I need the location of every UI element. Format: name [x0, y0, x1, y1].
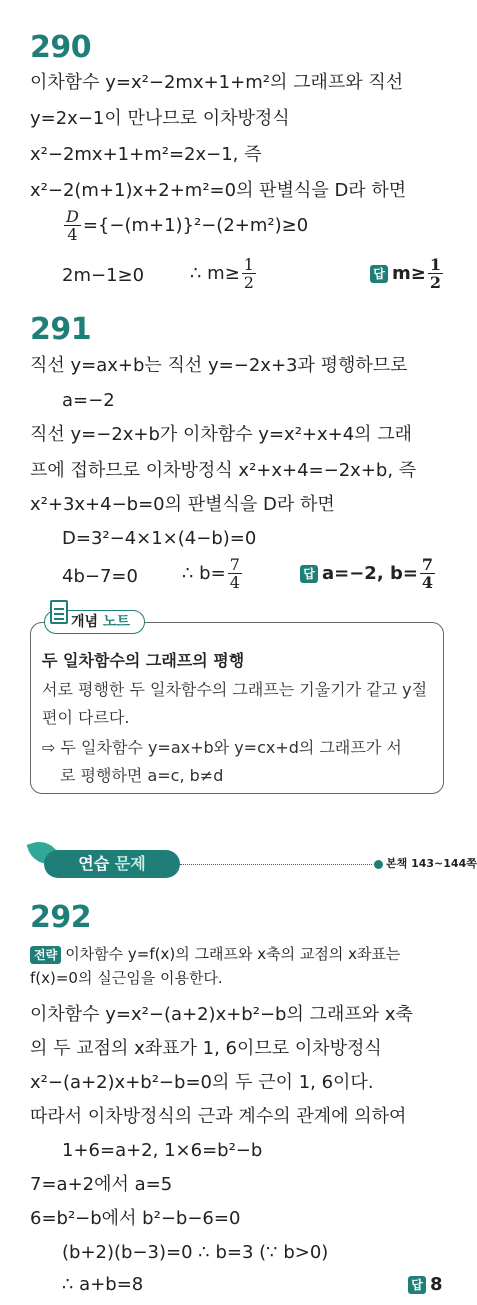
note-line-4: 로 평행하면 a=c, b≠d	[60, 766, 224, 785]
problem-number-292: 292	[30, 900, 92, 935]
strategy-badge: 전략	[30, 946, 61, 964]
p291-therefore: ∴ b= $\frac{7}{4}$	[182, 555, 240, 592]
practice-section-label: 연습 문제	[44, 850, 180, 878]
p292-line-9: ∴ a+b=8	[62, 1274, 144, 1295]
textbook-page-reference: 본책 143~144쪽	[386, 857, 477, 870]
p291-answer: 답 a=−2, b= $\frac{7}{4}$	[300, 556, 437, 591]
p290-line-4: x²−2(m+1)x+2+m²=0의 판별식을 D라 하면	[30, 180, 407, 201]
note-line-3: ⇨ 두 일차함수 y=ax+b와 y=cx+d의 그래프가 서	[42, 738, 402, 757]
p292-line-8: (b+2)(b−3)=0 ∴ b=3 (∵ b>0)	[62, 1242, 329, 1263]
concept-note-title: 두 일차함수의 그래프의 평행	[42, 651, 245, 670]
p292-line-1: 이차함수 y=x²−(a+2)x+b²−b의 그래프와 x축	[30, 1004, 413, 1025]
note-line-1: 서로 평행한 두 일차함수의 그래프는 기울기가 같고 y절	[42, 680, 428, 699]
fraction: $\frac{7}{4}$	[421, 555, 434, 592]
problem-number-291: 291	[30, 312, 92, 347]
bullet-icon	[374, 860, 383, 869]
concept-note-tag: 개념 노트	[44, 610, 145, 634]
p291-line-2: a=−2	[62, 390, 115, 411]
p292-line-7: 6=b²−b에서 b²−b−6=0	[30, 1208, 241, 1229]
problem-number-290: 290	[30, 30, 92, 65]
fraction: $\frac{1}{2}$	[243, 255, 254, 292]
p290-line-3: x²−2mx+1+m²=2x−1, 즉	[30, 144, 262, 165]
p290-therefore: ∴ m≥ $\frac{1}{2}$	[190, 255, 254, 292]
p292-line-2: 의 두 교점의 x좌표가 1, 6이므로 이차방정식	[30, 1038, 382, 1059]
p291-step: 4b−7=0	[62, 566, 138, 587]
p291-line-5: x²+3x+4−b=0의 판별식을 D라 하면	[30, 494, 335, 515]
dotted-divider	[180, 864, 372, 865]
answer-badge: 답	[408, 1276, 426, 1294]
p292-strategy-line-1: 전략 이차함수 y=f(x)의 그래프와 x축의 교점의 x좌표는	[30, 944, 400, 964]
p290-line-1: 이차함수 y=x²−2mx+1+m²의 그래프와 직선	[30, 72, 404, 93]
fraction: $\frac{7}{4}$	[229, 555, 240, 592]
note-line-2: 편이 다르다.	[42, 708, 130, 727]
fraction: $\frac{D}{4}$	[66, 207, 79, 244]
p290-discriminant: $\frac{D}{4}$ ={−(m+1)}²−(2+m²)≥0	[66, 207, 309, 244]
p292-answer: 답 8	[408, 1274, 443, 1295]
p292-line-4: 따라서 이차방정식의 근과 계수의 관계에 의하여	[30, 1106, 407, 1127]
p292-line-5: 1+6=a+2, 1×6=b²−b	[62, 1140, 263, 1161]
p292-strategy-line-2: f(x)=0의 실근임을 이용한다.	[30, 969, 223, 987]
practice-section-header	[30, 850, 477, 878]
p291-line-3: 직선 y=−2x+b가 이차함수 y=x²+x+4의 그래	[30, 424, 413, 445]
notepad-icon	[50, 600, 68, 624]
p290-answer: 답 m≥ $\frac{1}{2}$	[370, 256, 445, 291]
p291-line-4: 프에 접하므로 이차방정식 x²+x+4=−2x+b, 즉	[30, 460, 417, 481]
p291-line-6: D=3²−4×1×(4−b)=0	[62, 528, 257, 549]
p290-line-2: y=2x−1이 만나므로 이차방정식	[30, 108, 290, 129]
p292-line-6: 7=a+2에서 a=5	[30, 1174, 173, 1195]
answer-badge: 답	[370, 265, 388, 283]
p292-line-3: x²−(a+2)x+b²−b=0의 두 근이 1, 6이다.	[30, 1072, 374, 1093]
answer-badge: 답	[300, 565, 318, 583]
p291-line-1: 직선 y=ax+b는 직선 y=−2x+3과 평행하므로	[30, 355, 408, 376]
fraction: $\frac{1}{2}$	[429, 255, 441, 292]
p290-step: 2m−1≥0	[62, 265, 145, 286]
